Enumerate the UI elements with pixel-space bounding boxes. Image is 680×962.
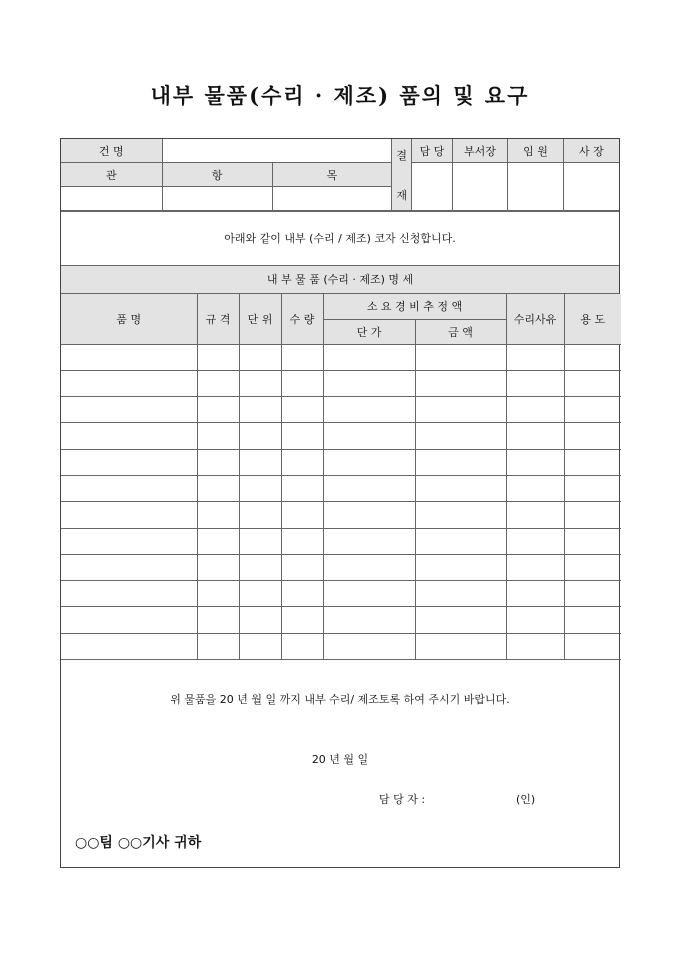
addressee: ○○팀 ○○기사 귀하	[75, 835, 202, 851]
item-cell[interactable]	[506, 554, 564, 580]
item-cell[interactable]	[197, 370, 239, 396]
item-cell[interactable]	[197, 528, 239, 554]
item-cell[interactable]	[415, 370, 506, 396]
table-row	[61, 397, 621, 423]
item-cell[interactable]	[506, 397, 564, 423]
item-cell[interactable]	[564, 475, 621, 501]
item-cell[interactable]	[415, 633, 506, 659]
section-title: 내 부 물 품 (수리 · 제조) 명 세	[61, 266, 619, 294]
item-cell[interactable]	[506, 607, 564, 633]
item-cell[interactable]	[197, 607, 239, 633]
item-cell[interactable]	[197, 449, 239, 475]
approver-staff: 담 당	[412, 139, 452, 163]
table-row	[61, 607, 621, 633]
col-estimated-cost: 소 요 경 비 추 정 액	[323, 294, 506, 319]
col-unit: 단 위	[239, 294, 281, 344]
item-cell[interactable]	[239, 423, 281, 449]
subject-field[interactable]	[162, 139, 391, 163]
item-cell[interactable]	[61, 449, 197, 475]
column-mok: 목	[272, 163, 391, 187]
col-amount: 금 액	[415, 319, 506, 344]
item-cell[interactable]	[506, 344, 564, 370]
request-form	[60, 138, 620, 868]
item-cell[interactable]	[323, 423, 415, 449]
hang-field[interactable]	[162, 187, 272, 211]
item-cell[interactable]	[415, 475, 506, 501]
item-cell[interactable]	[281, 528, 323, 554]
item-cell[interactable]	[323, 554, 415, 580]
item-cell[interactable]	[564, 528, 621, 554]
table-row	[61, 554, 621, 580]
item-cell[interactable]	[239, 475, 281, 501]
item-cell[interactable]	[61, 475, 197, 501]
subject-label: 건 명	[61, 139, 162, 163]
col-item: 품 명	[61, 294, 197, 344]
item-cell[interactable]	[323, 528, 415, 554]
item-cell[interactable]	[197, 581, 239, 607]
approval-label-bottom: 재	[396, 188, 407, 202]
approval-label	[392, 139, 412, 211]
item-cell[interactable]	[281, 581, 323, 607]
approval-label-top: 결	[396, 148, 407, 162]
item-cell[interactable]	[415, 607, 506, 633]
item-cell[interactable]	[564, 423, 621, 449]
item-cell[interactable]	[506, 528, 564, 554]
table-row	[61, 449, 621, 475]
approver-president: 사 장	[563, 139, 619, 163]
item-cell[interactable]	[239, 633, 281, 659]
item-cell[interactable]	[281, 370, 323, 396]
item-cell[interactable]	[61, 528, 197, 554]
item-cell[interactable]	[323, 633, 415, 659]
item-cell[interactable]	[506, 581, 564, 607]
item-cell[interactable]	[61, 633, 197, 659]
item-cell[interactable]	[61, 554, 197, 580]
item-cell[interactable]	[415, 397, 506, 423]
item-cell[interactable]	[564, 581, 621, 607]
deadline-text: 위 물품을 20 년 월 일 까지 내부 수리/ 제조토록 하여 주시기 바랍니다.	[170, 693, 510, 706]
gwan-field[interactable]	[61, 187, 162, 211]
table-row	[61, 423, 621, 449]
item-cell[interactable]	[564, 554, 621, 580]
col-unit-price: 단 가	[323, 319, 415, 344]
item-cell[interactable]	[281, 423, 323, 449]
item-cell[interactable]	[323, 370, 415, 396]
table-row	[61, 528, 621, 554]
item-cell[interactable]	[506, 370, 564, 396]
item-cell[interactable]	[281, 633, 323, 659]
item-cell[interactable]	[506, 633, 564, 659]
col-spec: 규 격	[197, 294, 239, 344]
item-cell[interactable]	[323, 502, 415, 528]
item-cell[interactable]	[281, 344, 323, 370]
seal-label: (인)	[516, 793, 536, 806]
item-cell[interactable]	[61, 502, 197, 528]
col-qty: 수 량	[281, 294, 323, 344]
table-row	[61, 370, 621, 396]
item-cell[interactable]	[197, 502, 239, 528]
item-cell[interactable]	[61, 423, 197, 449]
item-cell[interactable]	[239, 607, 281, 633]
item-cell[interactable]	[564, 397, 621, 423]
items-table	[61, 294, 621, 660]
header-table	[61, 139, 619, 211]
sign-box-executive[interactable]	[508, 163, 564, 211]
column-hang: 항	[162, 163, 272, 187]
item-cell[interactable]	[506, 475, 564, 501]
item-cell[interactable]	[239, 344, 281, 370]
approver-manager: 부서장	[452, 139, 508, 163]
item-cell[interactable]	[239, 528, 281, 554]
item-cell[interactable]	[61, 344, 197, 370]
item-cell[interactable]	[564, 607, 621, 633]
item-cell[interactable]	[323, 581, 415, 607]
item-cell[interactable]	[415, 581, 506, 607]
item-cell[interactable]	[197, 475, 239, 501]
table-row	[61, 344, 621, 370]
item-cell[interactable]	[281, 607, 323, 633]
mok-field[interactable]	[272, 187, 391, 211]
item-cell[interactable]	[564, 502, 621, 528]
item-cell[interactable]	[415, 449, 506, 475]
item-cell[interactable]	[281, 475, 323, 501]
col-usage: 용 도	[564, 294, 621, 344]
approver-executive: 임 원	[508, 139, 564, 163]
column-gwan: 관	[61, 163, 162, 187]
date-text: 20 년 월 일	[311, 753, 369, 766]
item-cell[interactable]	[281, 397, 323, 423]
item-cell[interactable]	[239, 554, 281, 580]
item-cell[interactable]	[415, 423, 506, 449]
item-cell[interactable]	[506, 449, 564, 475]
item-cell[interactable]	[239, 370, 281, 396]
item-cell[interactable]	[506, 423, 564, 449]
item-cell[interactable]	[415, 528, 506, 554]
item-cell[interactable]	[564, 449, 621, 475]
table-row	[61, 581, 621, 607]
item-cell[interactable]	[281, 554, 323, 580]
item-cell[interactable]	[323, 397, 415, 423]
item-cell[interactable]	[239, 581, 281, 607]
table-row	[61, 502, 621, 528]
item-cell[interactable]	[61, 581, 197, 607]
sign-box-staff[interactable]	[412, 163, 452, 211]
request-text: 아래와 같이 내부 (수리 / 제조) 코자 신청합니다.	[61, 211, 619, 266]
item-cell[interactable]	[415, 344, 506, 370]
item-cell[interactable]	[197, 554, 239, 580]
item-cell[interactable]	[239, 397, 281, 423]
person-label: 담 당 자 :	[379, 793, 426, 806]
page-title: 내부 물품(수리 · 제조) 품의 및 요구	[150, 83, 530, 108]
item-cell[interactable]	[323, 475, 415, 501]
item-cell[interactable]	[323, 607, 415, 633]
table-row	[61, 633, 621, 659]
item-cell[interactable]	[239, 502, 281, 528]
item-cell[interactable]	[61, 370, 197, 396]
item-cell[interactable]	[61, 397, 197, 423]
item-cell[interactable]	[323, 344, 415, 370]
table-row	[61, 475, 621, 501]
item-cell[interactable]	[323, 449, 415, 475]
item-cell[interactable]	[415, 554, 506, 580]
col-repair-reason: 수리사유	[506, 294, 564, 344]
item-cell[interactable]	[197, 633, 239, 659]
item-cell[interactable]	[415, 502, 506, 528]
item-cell[interactable]	[61, 607, 197, 633]
item-cell[interactable]	[506, 502, 564, 528]
item-cell[interactable]	[564, 633, 621, 659]
item-cell[interactable]	[197, 344, 239, 370]
item-cell[interactable]	[281, 502, 323, 528]
sign-box-manager[interactable]	[452, 163, 508, 211]
sign-box-president[interactable]	[563, 163, 619, 211]
item-cell[interactable]	[564, 344, 621, 370]
item-cell[interactable]	[239, 449, 281, 475]
item-cell[interactable]	[197, 397, 239, 423]
item-cell[interactable]	[197, 423, 239, 449]
item-cell[interactable]	[564, 370, 621, 396]
item-cell[interactable]	[281, 449, 323, 475]
